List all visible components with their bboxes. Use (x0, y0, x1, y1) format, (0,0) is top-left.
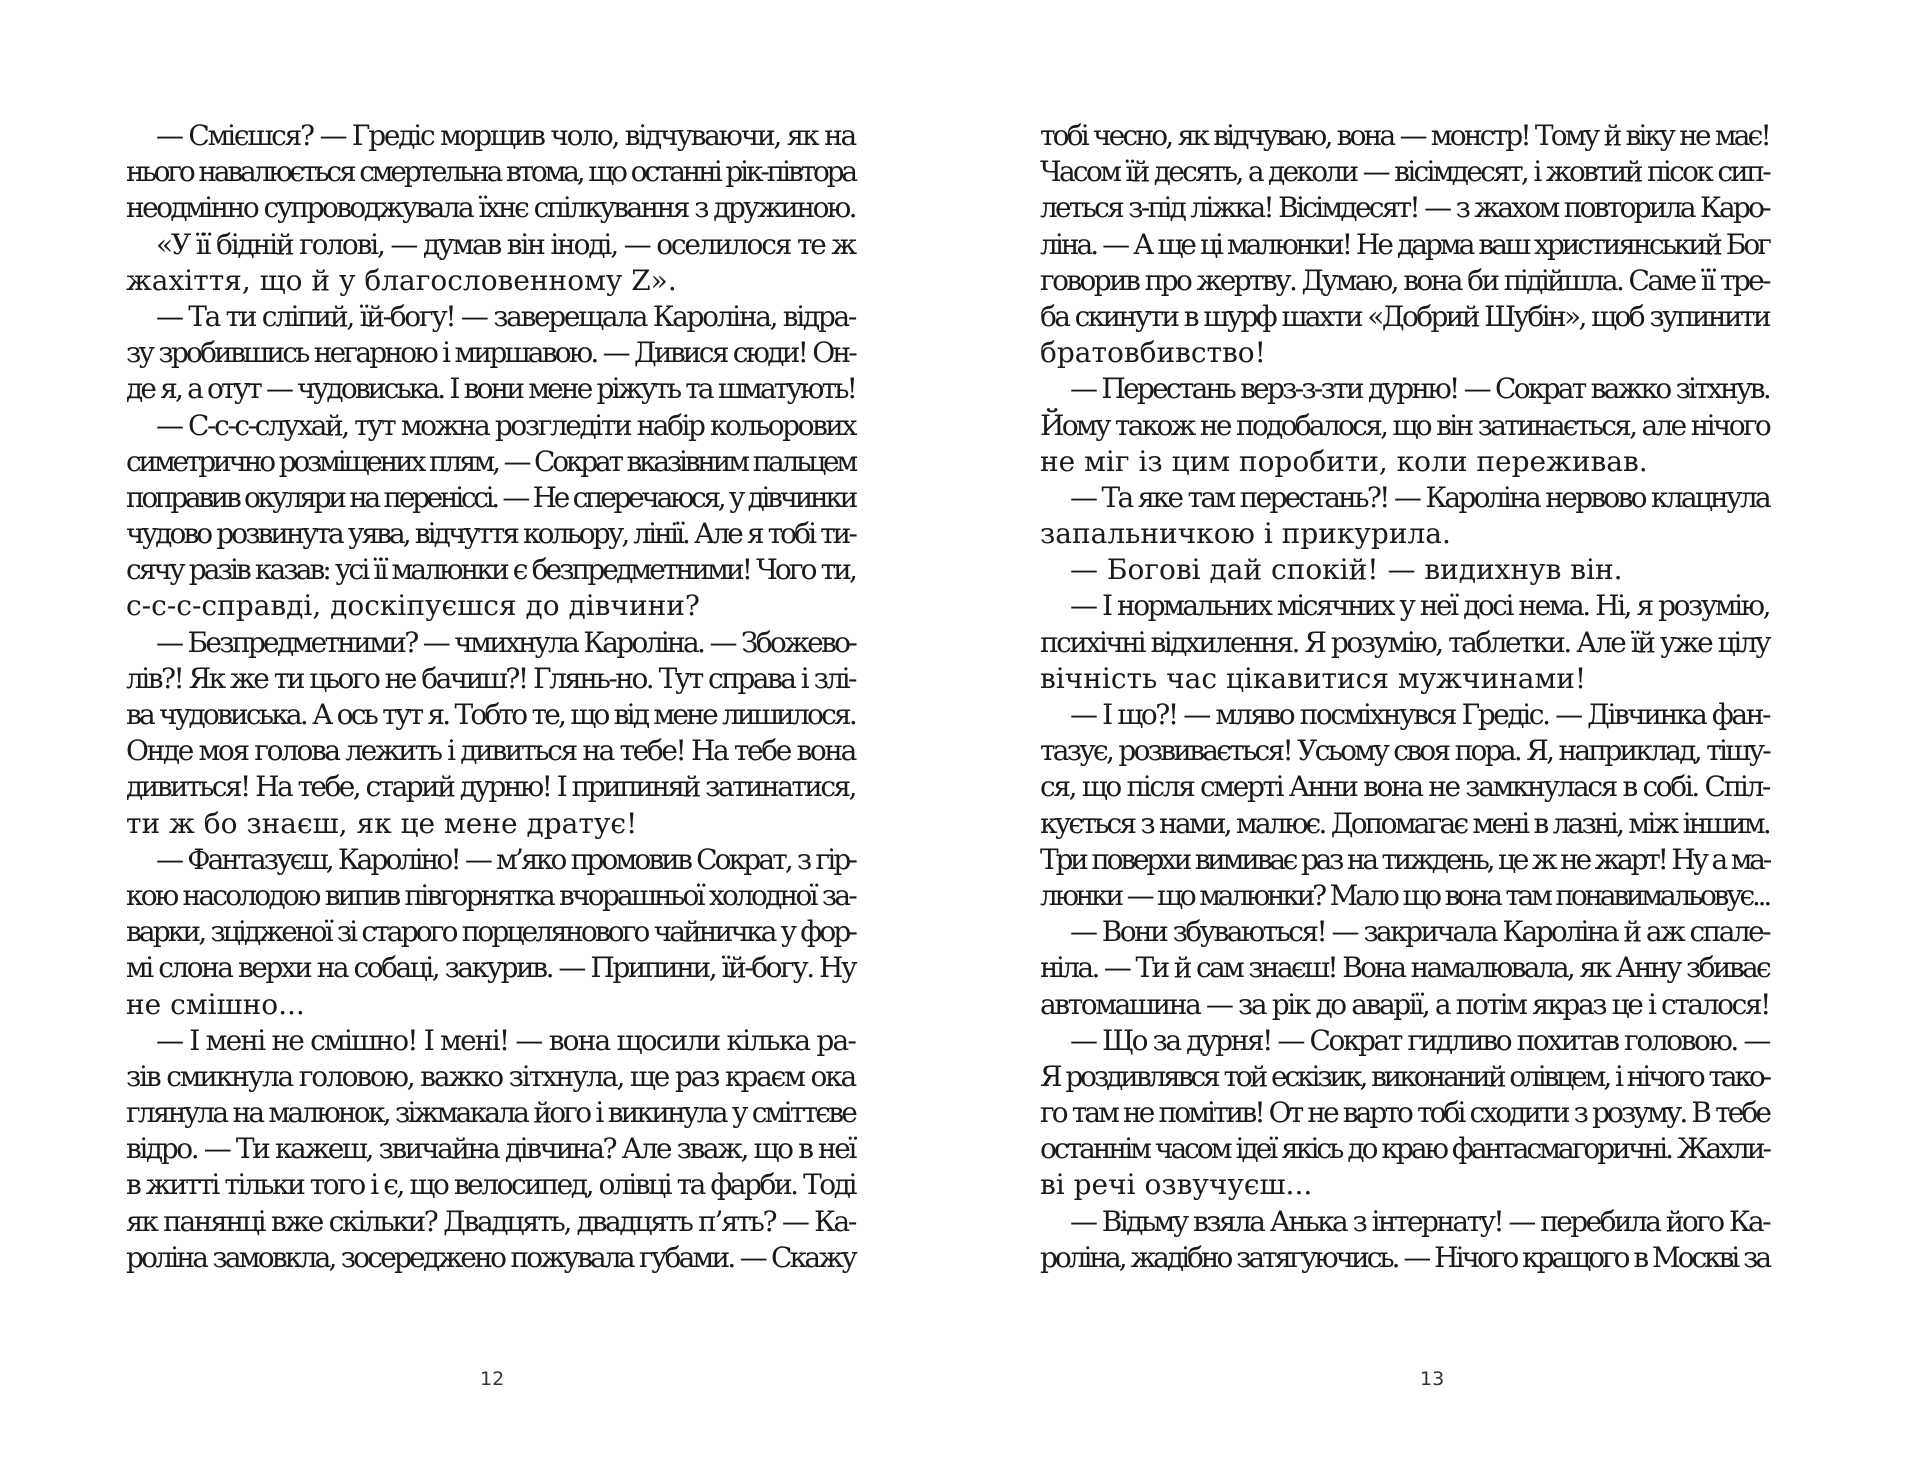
text-line: в житті тільки того і є, що велосипед, олівці та фарби. Тоді (126, 1168, 855, 1202)
text-line: запальничкою і прикурила. (1040, 517, 1451, 551)
text-line: леться з-під ліжка! Вісімдесят! — з жахом повторила Каро- (1040, 191, 1769, 225)
text-line: — Та яке там перестань?! — Кароліна нервово клацнула (1070, 480, 1769, 514)
text-line: зів смикнула головою, важко зітхнула, ще раз краєм ока (126, 1059, 855, 1093)
text-line: глянула на малюнок, зіжмакала його і викинула у сміттєве (126, 1096, 856, 1130)
text-line: — Безпредметними? — чмихнула Кароліна. — Збожево- (156, 625, 856, 659)
text-line: — Перестань верз-з-зти дурню! — Сократ важко зітхнув. (1070, 372, 1769, 406)
text-line: останнім часом ідеї якісь до краю фантасмагоричні. Жахли- (1040, 1132, 1769, 1166)
text-line: — І що?! — мляво посміхнувся Гредіс. — Дівчинка фан- (1070, 698, 1769, 731)
text-line: симетрично розміщених плям, — Сократ вказівним пальцем (126, 444, 855, 478)
text-line: роліна, жадібно затягуючись. — Нічого кращого в Москві за (1040, 1240, 1770, 1274)
text-line: автомашина — за рік до аварії, а потім якраз це і сталося! (1040, 987, 1770, 1021)
text-line: — Смієшся? — Гредіс морщив чоло, відчуваючи, як на (156, 119, 855, 152)
text-line: психічні відхилення. Я розумію, таблетки. Але їй уже цілу (1040, 625, 1769, 659)
text-line: — Та ти сліпий, їй-богу! — заверещала Кароліна, відра- (156, 299, 855, 333)
text-line: — Вони збуваються! — закричала Кароліна й аж спале- (1070, 915, 1769, 949)
left-page-number: 12 (480, 1368, 505, 1390)
text-line: роліна замовкла, зосереджено пожувала губами. — Скажу (126, 1240, 855, 1274)
text-line: нього навалюється смертельна втома, що останні рік-півтора (126, 155, 855, 189)
text-line: кується з нами, малює. Допомагає мені в лазні, між іншим. (1040, 806, 1769, 840)
text-line: ти ж бо знаєш, як це мене дратує! (126, 806, 638, 840)
text-line: не міг із цим поробити, коли переживав. (1040, 444, 1648, 478)
text-line: — Відьму взяла Анька з інтернату! — перебила його Ка- (1070, 1204, 1770, 1238)
text-line: поправив окуляри на переніссі. — Не сперечаюся, у дівчинки (126, 480, 856, 514)
text-line: Часом їй десять, а деколи — вісімдесят, і жовтий пісок сип- (1040, 155, 1769, 189)
text-line: кою насолодою випив півгорнятка вчорашньої холодної за- (126, 878, 855, 912)
text-line: тобі чесно, як відчуваю, вона — монстр! Тому й віку не має! (1040, 119, 1770, 152)
text-line: неодмінно супроводжувала їхнє спілкування з дружиною. (126, 191, 855, 225)
text-line: дивиться! На тебе, старий дурню! І припиняй затинатися, (126, 770, 856, 804)
text-line: Онде моя голова лежить і дивиться на тебе! На тебе вона (126, 734, 855, 768)
text-line: чудово розвинута уява, відчуття кольору, лінії. Але я тобі ти- (126, 517, 855, 551)
text-line: як панянці вже скільки? Двадцять, двадцять п’ять? — Ка- (126, 1204, 856, 1238)
text-line: сячу разів казав: усі її малюнки є безпредметними! Чого ти, (126, 553, 855, 587)
text-line: Йому також не подобалося, що він затинається, але нічого (1040, 408, 1769, 442)
right-page (960, 0, 1920, 1477)
text-line: не смішно... (126, 987, 305, 1021)
text-line: «У її бідній голові, — думав він іноді, — оселилося те ж (156, 227, 855, 261)
text-line: відро. — Ти кажеш, звичайна дівчина? Але зваж, що в неї (126, 1132, 855, 1166)
text-line: — І нормальних місячних у неї досі нема. Ні, я розумію, (1070, 589, 1770, 623)
text-line: лів?! Як же ти цього не бачиш?! Глянь-но. Тут справа і злі- (126, 661, 855, 695)
text-line: тазує, розвивається! Усьому своя пора. Я, наприклад, тішу- (1040, 734, 1769, 768)
text-line: — Фантазуєш, Кароліно! — м’яко промовив Сократ, з гір- (156, 842, 855, 876)
text-line: ліна. — А ще ці малюнки! Не дарма ваш християнський Бог (1040, 227, 1769, 261)
right-page-text (1040, 118, 1769, 1276)
text-line: — Що за дурня! — Сократ гидливо похитав головою. — (1070, 1023, 1769, 1057)
right-page-number: 13 (1420, 1368, 1445, 1390)
text-line: мі слона верхи на собаці, закурив. — Припини, їй-богу. Ну (126, 951, 855, 985)
text-line: говорив про жертву. Думаю, вона би підійшла. Саме її тре- (1040, 263, 1769, 297)
text-line: вічність час цікавитися мужчинами! (1040, 661, 1587, 695)
text-line: ва чудовиська. А ось тут я. Тобто те, що від мене лишилося. (126, 698, 855, 731)
text-line: — С-с-с-слухай, тут можна розгледіти набір кольорових (156, 408, 856, 442)
text-line: братовбивство! (1040, 336, 1266, 370)
text-line: жахіття, що й у благословенному Z». (126, 263, 677, 297)
text-line: ся, що після смерті Анни вона не замкнулася в собі. Спіл- (1040, 770, 1770, 804)
text-line: Три поверхи вимиває раз на тиждень, це ж не жарт! Ну а ма- (1040, 842, 1769, 876)
text-line: — І мені не смішно! І мені! — вона щосили кілька ра- (156, 1023, 856, 1057)
text-line: зу зробившись негарною і миршавою. — Дивися сюди! Он- (126, 336, 855, 370)
text-line: ніла. — Ти й сам знаєш! Вона намалювала, як Анну збиває (1040, 951, 1770, 985)
text-line: ба скинути в шурф шахти «Добрий Шубін», щоб зупинити (1040, 299, 1769, 333)
text-line: Я роздивлявся той ескізик, виконаний олівцем, і нічого тако- (1040, 1059, 1769, 1093)
text-line: — Богові дай спокій! — видихнув він. (1070, 553, 1623, 587)
text-line: люнки — що малюнки? Мало що вона там понавимальовує... (1040, 878, 1770, 912)
text-line: с-с-с-справді, доскіпуєшся до дівчини? (126, 589, 700, 623)
text-line: го там не помітив! От не варто тобі сходити з розуму. В тебе (1040, 1096, 1769, 1130)
text-line: де я, а отут — чудовиська. І вони мене ріжуть та шматують! (126, 372, 856, 406)
text-line: ві речі озвучуєш... (1040, 1168, 1313, 1202)
left-page-text (126, 118, 855, 1276)
text-line: варки, зцідженої зі старого порцелянового чайничка у фор- (126, 915, 856, 949)
